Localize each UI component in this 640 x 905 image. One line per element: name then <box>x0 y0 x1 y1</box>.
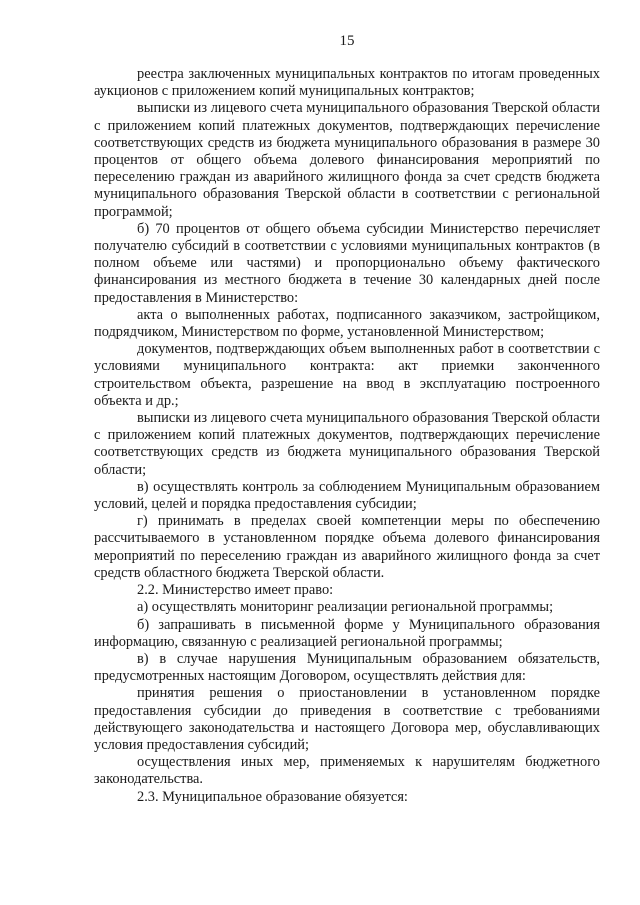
paragraph: выписки из лицевого счета муниципального образования Тверской области с приложением копий платежных документов, подтверждающих перечисление соответствующих средств из бюджета муниципального образования в размере 30 процентов от общего объема долевого финансирования мероприятий по переселению граждан из аварийного жилищного фонда за счет средств бюджета муниципального образования Тверской области в соответствии с региональной программой; <box>94 100 600 220</box>
paragraph: принятия решения о приостановлении в установленном порядке предоставления субсидии до приведения в соответствие с требованиями действующего законодательства и настоящего Договора мер, обуславливающих условия предоставления субсидий; <box>94 685 600 753</box>
paragraph: б) запрашивать в письменной форме у Муниципального образования информацию, связанную с реализацией региональной программы; <box>94 616 600 650</box>
paragraph: б) 70 процентов от общего объема субсидии Министерство перечисляет получателю субсидий в соответствии с условиями муниципальных контрактов (в полном объеме или частями) и пропорционально объему фактического финансирования из местного бюджета в течение 30 календарных дней после предоставления в Министерство: <box>94 220 600 306</box>
paragraph: г) принимать в пределах своей компетенции меры по обеспечению рассчитываемого в установленном порядке объема долевого финансирования мероприятий по переселению граждан из аварийного жилищного фонда за счет средств областного бюджета Тверской области. <box>94 513 600 581</box>
paragraph: 2.2. Министерство имеет право: <box>137 582 334 599</box>
paragraph: в) осуществлять контроль за соблюдением Муниципальным образованием условий, целей и порядка предоставления субсидии; <box>94 478 600 513</box>
paragraph: а) осуществлять мониторинг реализации региональной программы; <box>137 599 554 616</box>
paragraph: документов, подтверждающих объем выполненных работ в соответствии с условиями муниципального контракта: акт приемки законченного строительством объекта, разрешение на ввод в эксплуатацию построенного объекта и др.; <box>94 341 600 409</box>
paragraph: в) в случае нарушения Муниципальным образованием обязательств, предусмотренных настоящим Договором, осуществлять действия для: <box>94 650 600 685</box>
paragraph: 2.3. Муниципальное образование обязуется: <box>137 788 408 805</box>
paragraph: реестра заключенных муниципальных контрактов по итогам проведенных аукционов с приложением копий муниципальных контрактов; <box>94 66 600 100</box>
paragraph: акта о выполненных работах, подписанного заказчиком, застройщиком, подрядчиком, Министерством по форме, установленной Министерством; <box>94 306 600 341</box>
page-number: 15 <box>339 33 355 49</box>
paragraph: осуществления иных мер, применяемых к нарушителям бюджетного законодательства. <box>94 754 600 788</box>
paragraph: выписки из лицевого счета муниципального образования Тверской области с приложением копий платежных документов, подтверждающих перечисление соответствующих средств из бюджета муниципального образования Тверской области; <box>94 410 600 478</box>
document-body <box>94 66 600 806</box>
